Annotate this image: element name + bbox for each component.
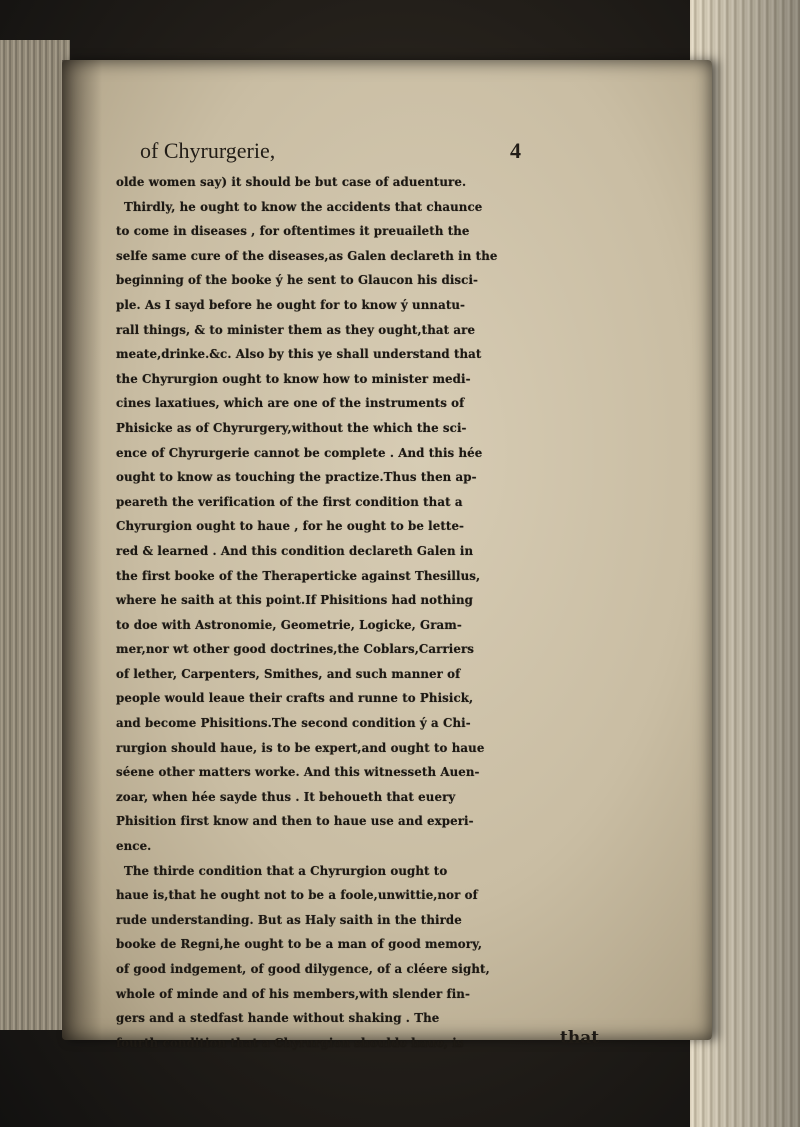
- text-line: peareth the verification of the first condition that a: [116, 494, 463, 509]
- text-line: olde women say) it should be but case of aduenture.: [116, 175, 467, 189]
- catchword: that: [560, 1028, 600, 1048]
- running-head-title: of Chyrurgerie,: [140, 138, 276, 163]
- text-line: rude understanding. But as Haly saith in the thirde: [116, 912, 462, 927]
- text-line: of good indgement, of good dilygence, of a cléere sight,: [116, 962, 490, 976]
- text-line: to doe with Astronomie, Geometrie, Logicke, Gram-: [116, 617, 462, 632]
- text-line: meate,drinke.&c. Also by this ye shall understand that: [116, 347, 482, 362]
- text-line: rall things, & to minister them as they ought,that are: [116, 322, 476, 337]
- text-line: mer,nor wt other good doctrines,the Coblars,Carriers: [116, 642, 475, 657]
- spine-shadow: [62, 60, 102, 1040]
- running-head: [110, 138, 690, 168]
- text-line: where he saith at this point.If Phisitions had nothing: [116, 593, 473, 608]
- text-line: selfe same cure of the diseases,as Galen declareth in the: [116, 248, 498, 263]
- text-line: red & learned . And this condition declareth Galen in: [116, 543, 474, 558]
- text-line: zoar, when hée sayde thus . It behoueth that euery: [116, 789, 456, 804]
- text-line: ence of Chyrurgerie cannot be complete . And this hée: [116, 445, 483, 460]
- text-line: the first booke of the Theraperticke against Thesillus,: [116, 568, 481, 583]
- text-line: rurgion should haue, is to be expert,and ought to haue: [116, 740, 485, 755]
- text-line: booke de Regni,he ought to be a man of good memory,: [116, 937, 483, 952]
- text-line: Thirdly, he ought to know the accidents that chaunce: [124, 199, 483, 214]
- text-line: Chyrurgion ought to haue , for he ought to be lette-: [116, 519, 465, 534]
- text-line: Phisition first know and then to haue use and experi-: [116, 814, 474, 829]
- text-line: Phisicke as of Chyrurgery,without the which the sci-: [116, 420, 467, 435]
- body-text: [116, 170, 716, 1055]
- text-line: and become Phisitions.The second condition ý a Chi-: [116, 716, 471, 731]
- text-line: ence.: [116, 839, 152, 854]
- page-number: 4: [510, 138, 521, 163]
- text-line: whole of minde and of his members,with slender fin-: [116, 986, 470, 1001]
- text-line: ple. As I sayd before he ought for to know ý unnatu-: [116, 297, 466, 312]
- text-line: ought to know as touching the practize.Thus then ap-: [116, 470, 477, 485]
- text-line: The thirde condition that a Chyrurgion ought to: [124, 863, 448, 878]
- left-book-edge: [0, 40, 70, 1030]
- text-line: beginning of the booke ý he sent to Glaucon his disci-: [116, 273, 479, 288]
- text-line: fourth condition that a Chyrurgion shoulde haue, is: [116, 1035, 464, 1050]
- text-line: the Chyrurgion ought to know how to minister medi-: [116, 371, 471, 386]
- text-line: haue is,that he ought not to be a foole,unwittie,nor of: [116, 888, 478, 903]
- text-line: of lether, Carpenters, Smithes, and such manner of: [116, 666, 461, 681]
- text-line: people would leaue their crafts and runne to Phisick,: [116, 691, 474, 706]
- text-line: gers and a stedfast hande without shaking . The: [116, 1011, 440, 1026]
- text-line: cines laxatiues, which are one of the instruments of: [116, 396, 465, 411]
- text-line: to come in diseases , for oftentimes it preuaileth the: [116, 224, 470, 239]
- text-line: séene other matters worke. And this witnesseth Auen-: [116, 765, 480, 780]
